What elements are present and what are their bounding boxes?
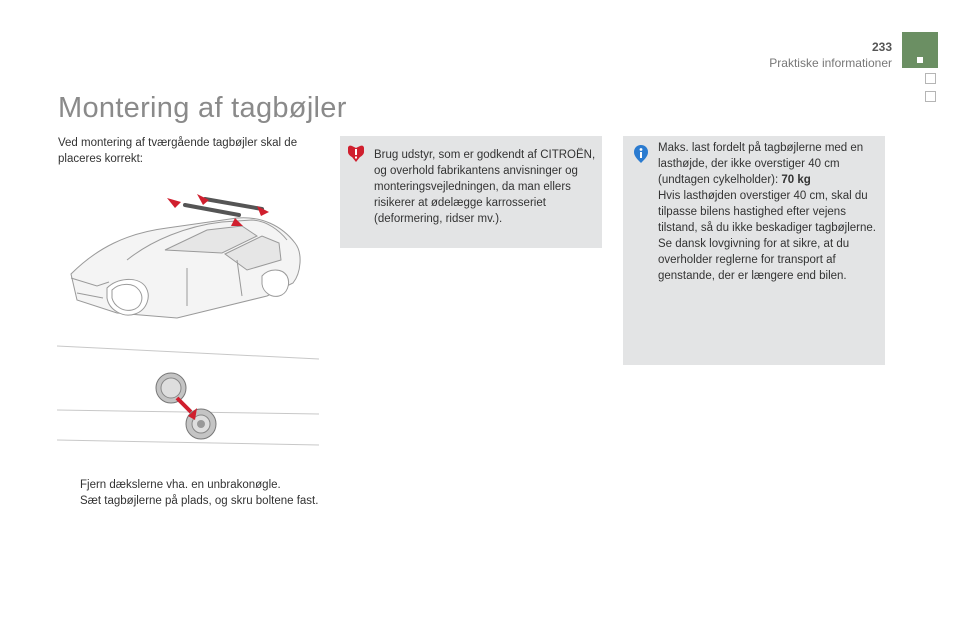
cover-cap-illustration [156,373,216,439]
chapter-tab[interactable] [925,91,936,102]
info-icon [631,144,651,164]
section-title: Praktiske informationer [769,56,892,70]
list-item [58,493,328,509]
intro-text: Ved montering af tværgående tagbøjler skal de placeres korrekt: [58,137,298,165]
chapter-tab[interactable] [925,73,936,84]
warning-icon [346,144,366,164]
tab-marker [917,57,923,63]
max-load-value: 70 kg [781,174,811,186]
detail-divider [57,346,319,359]
page-title: Montering af tagbøjler [58,92,347,124]
chapter-tab-active[interactable] [902,32,938,68]
roof-bar-illustration [57,178,323,454]
roof-bars [185,199,262,215]
step-list [58,477,328,509]
info-load-text: Maks. last fordelt på tagbøjlerne med en lasthøjde, der ikke overstiger 40 cm (undtagen cykelholder): 70 kg [658,142,864,186]
car-illustration [71,218,300,318]
info-text [658,140,880,284]
info-law-text: Se dansk lovgivning for at sikre, at du overholder reglerne for transport af genstande, der er længere end bilen. [658,238,850,282]
page-number: 233 [871,40,892,54]
list-item [58,477,328,493]
detail-divider [57,440,319,445]
step-text: Fjern dækslerne vha. en unbrakonøgle. [80,479,281,491]
step-text: Sæt tagbøjlerne på plads, og skru boltene fast. [80,495,319,507]
info-height-text: Hvis lasthøjden overstiger 40 cm, skal du tilpasse bilens hastighed efter vejens tilstand, så du ikke beskadiger tagbøjlerne. [658,190,876,234]
warning-text: Brug udstyr, som er godkendt af CITROËN, og overhold fabrikantens anvisninger og monteringsvejledningen, da man ellers risikerer at ødelægge karrosseriet (deformering, ridser mv.). [374,149,596,225]
